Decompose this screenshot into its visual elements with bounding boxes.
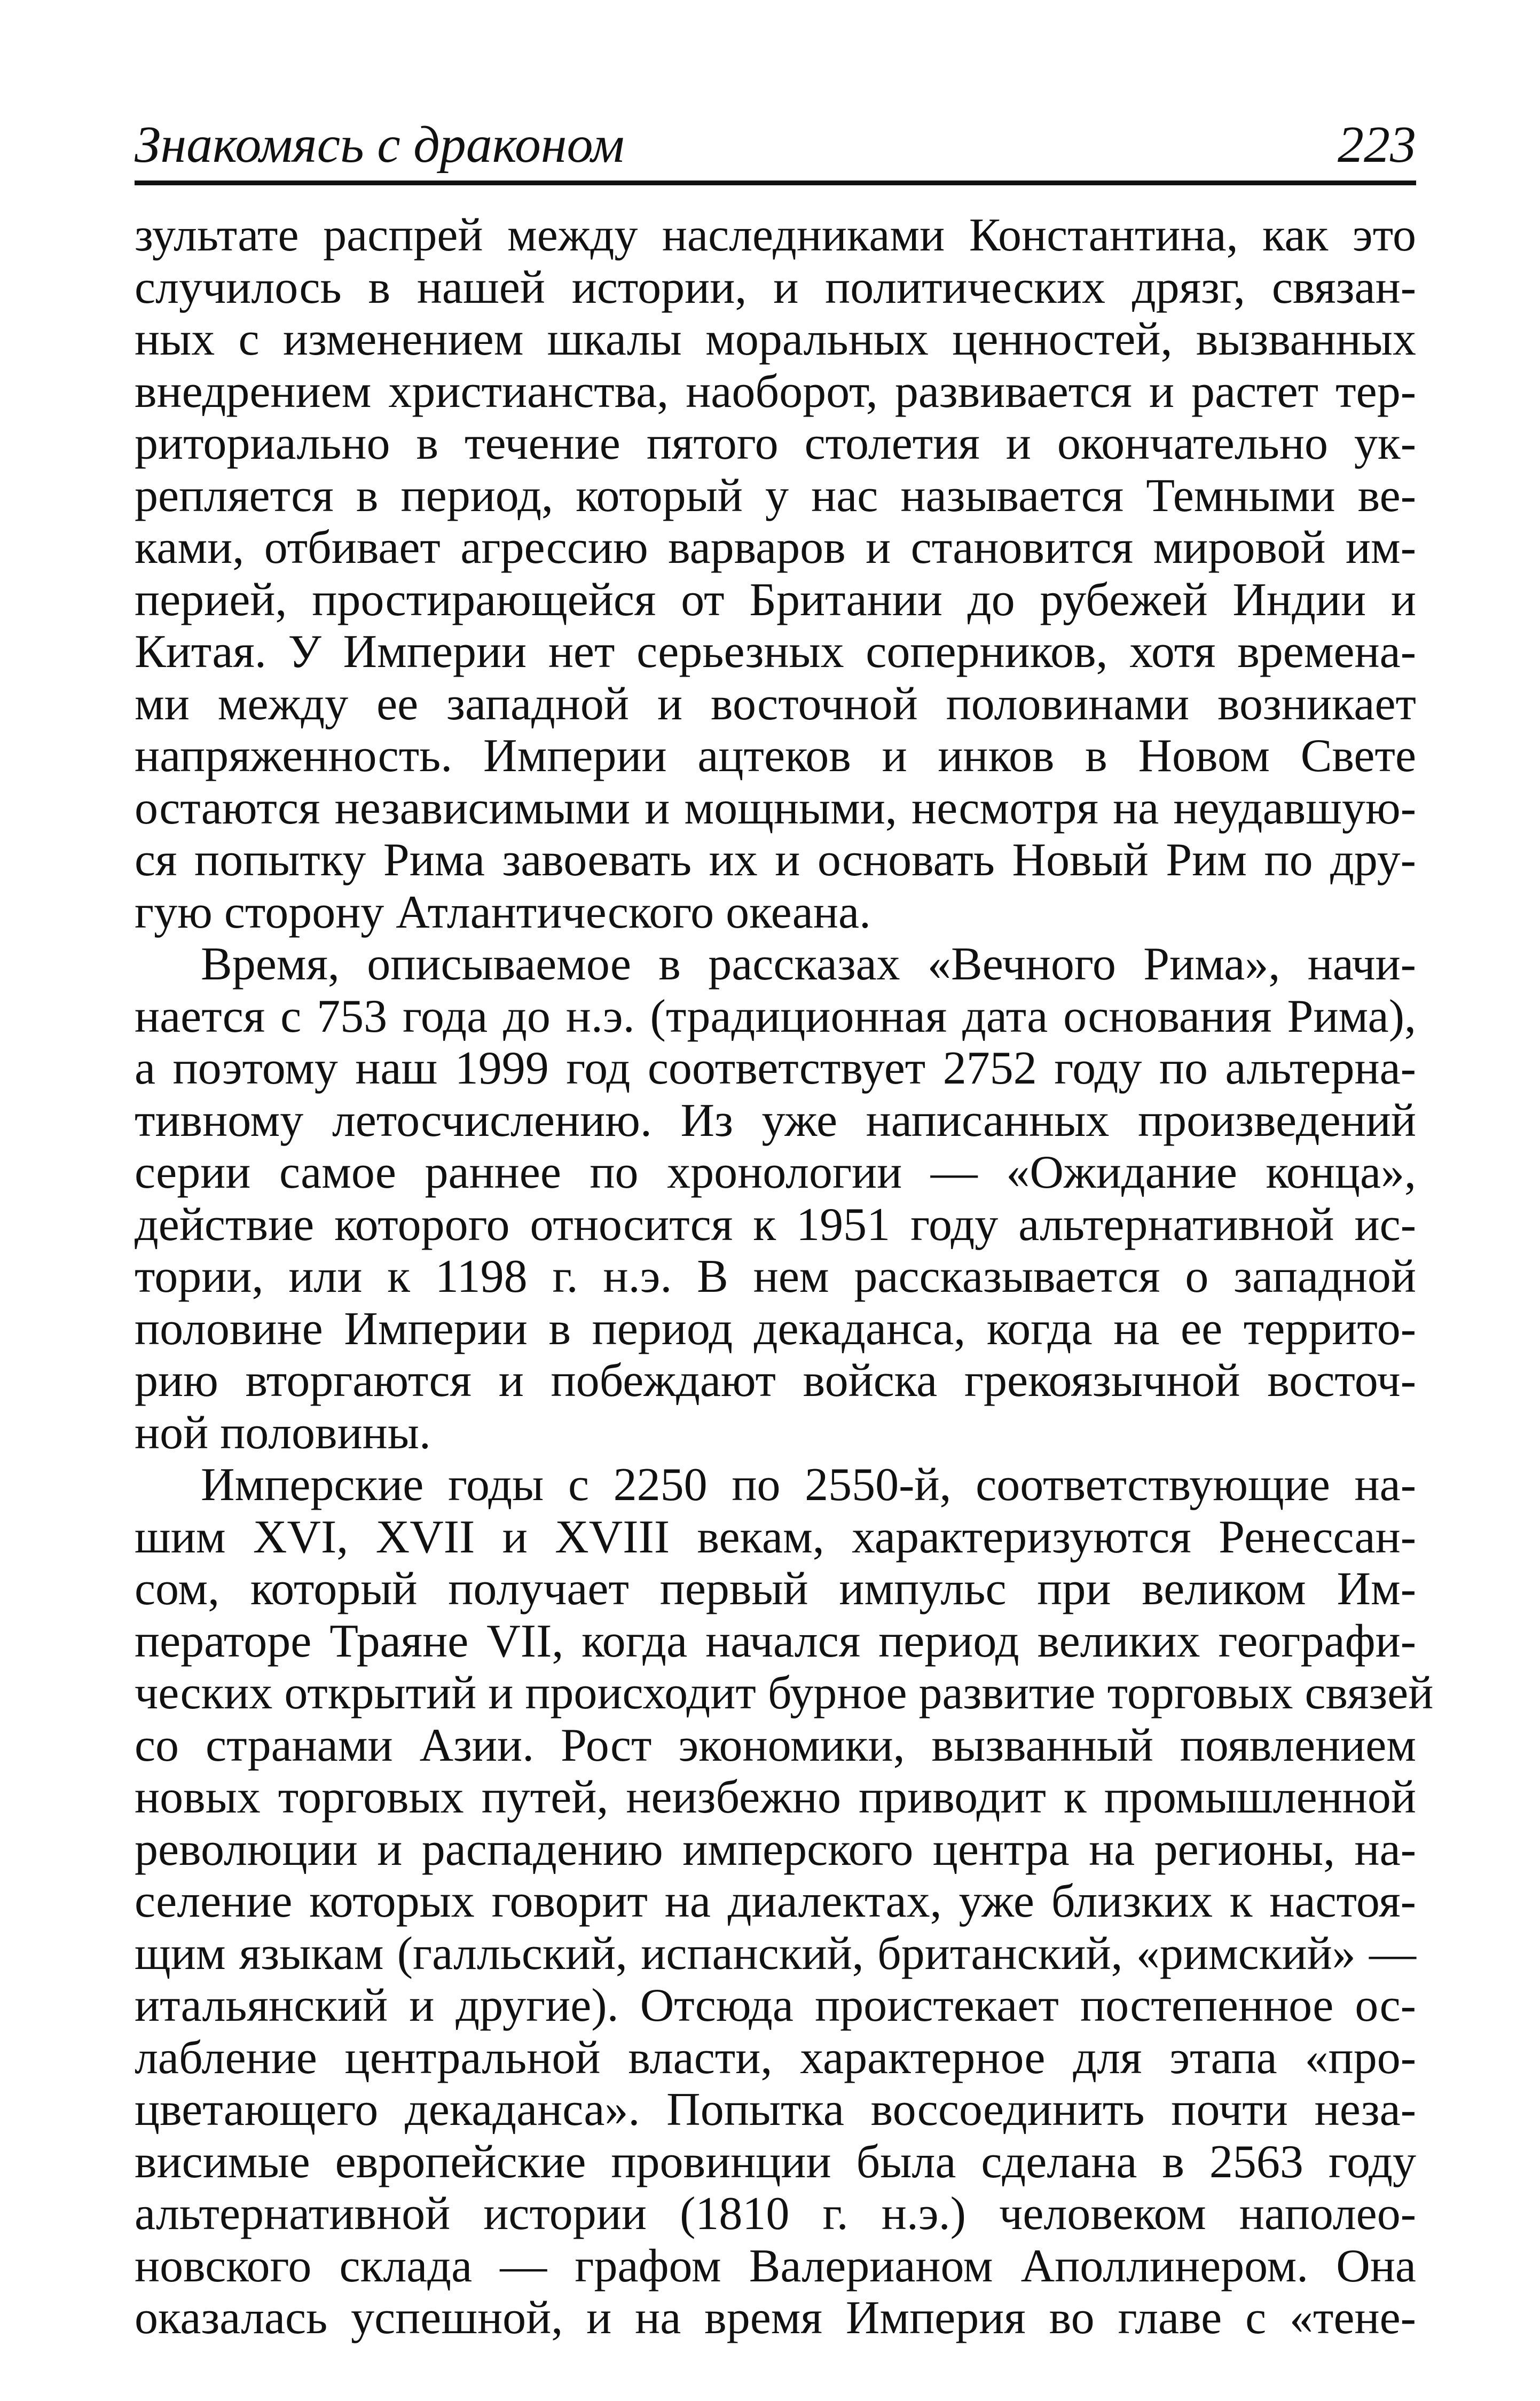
text-line: репляется в период, который у нас называется Темными ве- (135, 469, 1416, 522)
text-line: селение которых говорит на диалектах, уже близких к настоя- (135, 1876, 1416, 1927)
text-line: ками, отбивает агрессию варваров и становится мировой им- (135, 522, 1416, 574)
text-line: оказалась успешной, и на время Империя во главе с «тене- (135, 2292, 1416, 2344)
text-line: Время, описываемое в рассказах «Вечного Рима», начи- (201, 938, 1416, 990)
page-number: 223 (1338, 116, 1416, 174)
text-line: нается с 753 года до н.э. (традиционная дата основания Рима), (135, 990, 1416, 1042)
running-title: Знакомясь с драконом (135, 116, 625, 174)
text-line: ператоре Траяне VII, когда начался период великих географи- (135, 1615, 1416, 1667)
text-line: шим XVI, XVII и XVIII векам, характеризуются Ренессан- (135, 1511, 1416, 1563)
text-line: цветающего декаданса». Попытка воссоединить почти неза- (135, 2084, 1416, 2136)
header-rule (135, 181, 1416, 185)
text-line: случилось в нашей истории, и политических дрязг, связан- (135, 261, 1416, 313)
text-line: новского склада — графом Валерианом Аполлинером. Она (135, 2240, 1416, 2292)
text-line: ческих открытий и происходит бурное развитие торговых связей (135, 1667, 1434, 1719)
text-line: напряженность. Империи ацтеков и инков в Новом Свете (135, 730, 1416, 782)
text-line: со странами Азии. Рост экономики, вызванный появлением (135, 1719, 1416, 1771)
text-line: альтернативной истории (1810 г. н.э.) человеком наполео- (135, 2188, 1416, 2240)
text-line: серии самое раннее по хронологии — «Ожидание конца», (135, 1147, 1416, 1198)
text-line: итальянский и другие). Отсюда проистекает постепенное ос- (135, 1980, 1416, 2031)
text-line: действие которого относится к 1951 году альтернативной ис- (135, 1198, 1416, 1251)
text-line: перией, простирающейся от Британии до рубежей Индии и (135, 574, 1416, 626)
text-line: ных с изменением шкалы моральных ценностей, вызванных (135, 313, 1416, 365)
text-line: тивному летосчислению. Из уже написанных произведений (135, 1094, 1416, 1147)
text-line: Имперские годы с 2250 по 2550-й, соответствующие на- (201, 1459, 1416, 1511)
text-line: тории, или к 1198 г. н.э. В нем рассказывается о западной (135, 1251, 1416, 1302)
text-line: а поэтому наш 1999 год соответствует 2752 году по альтерна- (135, 1042, 1416, 1094)
text-line: остаются независимыми и мощными, несмотря на неудавшую- (135, 782, 1416, 834)
text-line: висимые европейские провинции была сделана в 2563 году (135, 2136, 1416, 2188)
text-line: риториально в течение пятого столетия и окончательно ук- (135, 418, 1416, 469)
text-line: гую сторону Атлантического океана. (135, 886, 871, 938)
text-line: рию вторгаются и побеждают войска грекоязычной восточ- (135, 1355, 1416, 1407)
text-line: половине Империи в период декаданса, когда на ее террито- (135, 1302, 1416, 1355)
text-line: ся попытку Рима завоевать их и основать Новый Рим по дру- (135, 834, 1416, 886)
text-line: сом, который получает первый импульс при великом Им- (135, 1563, 1416, 1615)
body-text (135, 209, 1434, 2344)
text-line: новых торговых путей, неизбежно приводит к промышленной (135, 1771, 1416, 1823)
page-header (135, 112, 1416, 182)
text-line: революции и распадению имперского центра на регионы, на- (135, 1823, 1416, 1876)
text-line: щим языкам (галльский, испанский, британский, «римский» — (135, 1927, 1416, 1980)
text-line: Китая. У Империи нет серьезных соперников, хотя времена- (135, 626, 1416, 678)
text-line: зультате распрей между наследниками Константина, как это (135, 209, 1416, 261)
text-line: лабление центральной власти, характерное для этапа «про- (135, 2031, 1416, 2084)
text-line: ми между ее западной и восточной половинами возникает (135, 678, 1416, 730)
text-line: ной половины. (135, 1407, 431, 1459)
text-line: внедрением христианства, наоборот, развивается и растет тер- (135, 365, 1416, 418)
